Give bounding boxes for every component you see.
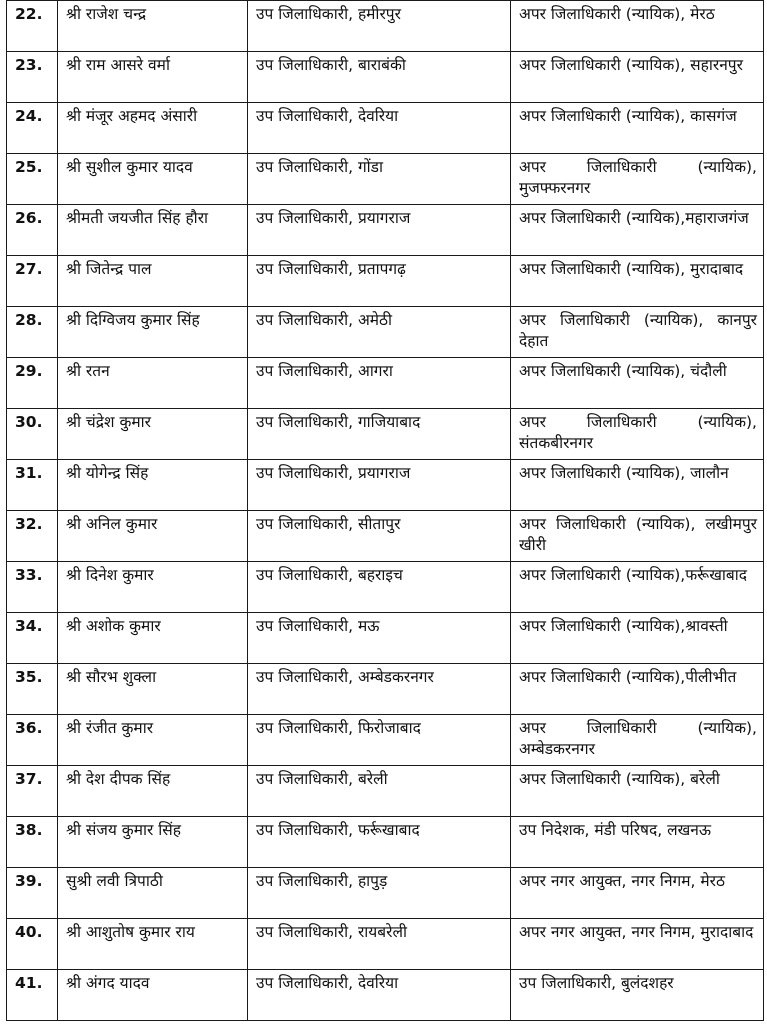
- table-row: [7, 868, 764, 919]
- table-row: [7, 52, 764, 103]
- current-posting-cell: उप जिलाधिकारी, आगरा: [248, 358, 511, 409]
- table-row: [7, 1, 764, 52]
- serial-number-cell: 38.: [7, 817, 58, 868]
- new-posting-cell: अपर जिलाधिकारी (न्यायिक),पीलीभीत: [511, 664, 764, 715]
- officer-name-cell: श्री आशुतोष कुमार राय: [58, 919, 248, 970]
- current-posting-cell: उप जिलाधिकारी, बरेली: [248, 766, 511, 817]
- officer-name-cell: श्री जितेन्द्र पाल: [58, 256, 248, 307]
- current-posting-cell: उप जिलाधिकारी, मऊ: [248, 613, 511, 664]
- new-posting-cell: अपर जिलाधिकारी (न्यायिक), चंदौली: [511, 358, 764, 409]
- officer-name-cell: श्री संजय कुमार सिंह: [58, 817, 248, 868]
- officer-name-cell: श्री रंजीत कुमार: [58, 715, 248, 766]
- new-posting-cell: अपर जिलाधिकारी (न्यायिक), कासगंज: [511, 103, 764, 154]
- officer-name-cell: श्री चंद्रेश कुमार: [58, 409, 248, 460]
- new-posting-cell: अपर जिलाधिकारी (न्यायिक), जालौन: [511, 460, 764, 511]
- current-posting-cell: उप जिलाधिकारी, बहराइच: [248, 562, 511, 613]
- serial-number-cell: 36.: [7, 715, 58, 766]
- table-row: [7, 664, 764, 715]
- new-posting-cell: उप निदेशक, मंडी परिषद, लखनऊ: [511, 817, 764, 868]
- table-row: [7, 562, 764, 613]
- current-posting-cell: उप जिलाधिकारी, बाराबंकी: [248, 52, 511, 103]
- officer-name-cell: श्री दिग्विजय कुमार सिंह: [58, 307, 248, 358]
- current-posting-cell: उप जिलाधिकारी, गाजियाबाद: [248, 409, 511, 460]
- new-posting-cell: अपर जिलाधिकारी (न्यायिक), मेरठ: [511, 1, 764, 52]
- current-posting-cell: उप जिलाधिकारी, देवरिया: [248, 970, 511, 1021]
- table-row: [7, 205, 764, 256]
- current-posting-cell: उप जिलाधिकारी, देवरिया: [248, 103, 511, 154]
- officer-name-cell: श्री सुशील कुमार यादव: [58, 154, 248, 205]
- serial-number-cell: 22.: [7, 1, 58, 52]
- current-posting-cell: उप जिलाधिकारी, प्रतापगढ़: [248, 256, 511, 307]
- new-posting-cell: अपर जिलाधिकारी (न्यायिक), सहारनपुर: [511, 52, 764, 103]
- current-posting-cell: उप जिलाधिकारी, रायबरेली: [248, 919, 511, 970]
- officer-name-cell: श्री राम आसरे वर्मा: [58, 52, 248, 103]
- new-posting-cell: अपर नगर आयुक्त, नगर निगम, मेरठ: [511, 868, 764, 919]
- new-posting-cell: अपर जिलाधिकारी (न्यायिक), अम्बेडकरनगर: [511, 715, 764, 766]
- serial-number-cell: 27.: [7, 256, 58, 307]
- new-posting-cell: अपर जिलाधिकारी (न्यायिक),फर्रूखाबाद: [511, 562, 764, 613]
- serial-number-cell: 29.: [7, 358, 58, 409]
- serial-number-cell: 41.: [7, 970, 58, 1021]
- current-posting-cell: उप जिलाधिकारी, अमेठी: [248, 307, 511, 358]
- current-posting-cell: उप जिलाधिकारी, प्रयागराज: [248, 205, 511, 256]
- new-posting-cell: अपर जिलाधिकारी (न्यायिक), कानपुर देहात: [511, 307, 764, 358]
- new-posting-cell: अपर जिलाधिकारी (न्यायिक), संतकबीरनगर: [511, 409, 764, 460]
- serial-number-cell: 23.: [7, 52, 58, 103]
- table-row: [7, 103, 764, 154]
- serial-number-cell: 25.: [7, 154, 58, 205]
- table-row: [7, 715, 764, 766]
- new-posting-cell: अपर जिलाधिकारी (न्यायिक),महाराजगंज: [511, 205, 764, 256]
- table-row: [7, 358, 764, 409]
- table-row: [7, 154, 764, 205]
- current-posting-cell: उप जिलाधिकारी, प्रयागराज: [248, 460, 511, 511]
- serial-number-cell: 32.: [7, 511, 58, 562]
- officer-name-cell: श्री देश दीपक सिंह: [58, 766, 248, 817]
- officer-name-cell: श्री सौरभ शुक्ला: [58, 664, 248, 715]
- serial-number-cell: 39.: [7, 868, 58, 919]
- serial-number-cell: 40.: [7, 919, 58, 970]
- table-row: [7, 970, 764, 1021]
- officer-name-cell: श्री मंजूर अहमद अंसारी: [58, 103, 248, 154]
- officer-name-cell: श्री अनिल कुमार: [58, 511, 248, 562]
- new-posting-cell: अपर जिलाधिकारी (न्यायिक), बरेली: [511, 766, 764, 817]
- table-row: [7, 817, 764, 868]
- officer-name-cell: सुश्री लवी त्रिपाठी: [58, 868, 248, 919]
- serial-number-cell: 31.: [7, 460, 58, 511]
- table-row: [7, 460, 764, 511]
- new-posting-cell: अपर जिलाधिकारी (न्यायिक), मुरादाबाद: [511, 256, 764, 307]
- serial-number-cell: 28.: [7, 307, 58, 358]
- officer-name-cell: श्री रतन: [58, 358, 248, 409]
- current-posting-cell: उप जिलाधिकारी, हापुड़: [248, 868, 511, 919]
- table-row: [7, 766, 764, 817]
- new-posting-cell: अपर जिलाधिकारी (न्यायिक), लखीमपुर खीरी: [511, 511, 764, 562]
- officer-name-cell: श्री योगेन्द्र सिंह: [58, 460, 248, 511]
- officer-name-cell: श्री राजेश चन्द्र: [58, 1, 248, 52]
- current-posting-cell: उप जिलाधिकारी, हमीरपुर: [248, 1, 511, 52]
- new-posting-cell: अपर जिलाधिकारी (न्यायिक), मुजफ्फरनगर: [511, 154, 764, 205]
- officer-name-cell: श्रीमती जयजीत सिंह हौरा: [58, 205, 248, 256]
- officer-name-cell: श्री अंगद यादव: [58, 970, 248, 1021]
- new-posting-cell: उप जिलाधिकारी, बुलंदशहर: [511, 970, 764, 1021]
- table-row: [7, 307, 764, 358]
- serial-number-cell: 30.: [7, 409, 58, 460]
- new-posting-cell: अपर जिलाधिकारी (न्यायिक),श्रावस्ती: [511, 613, 764, 664]
- current-posting-cell: उप जिलाधिकारी, सीतापुर: [248, 511, 511, 562]
- new-posting-cell: अपर नगर आयुक्त, नगर निगम, मुरादाबाद: [511, 919, 764, 970]
- table-row: [7, 613, 764, 664]
- serial-number-cell: 26.: [7, 205, 58, 256]
- serial-number-cell: 24.: [7, 103, 58, 154]
- current-posting-cell: उप जिलाधिकारी, फर्रूखाबाद: [248, 817, 511, 868]
- table-row: [7, 511, 764, 562]
- current-posting-cell: उप जिलाधिकारी, गोंडा: [248, 154, 511, 205]
- serial-number-cell: 37.: [7, 766, 58, 817]
- serial-number-cell: 34.: [7, 613, 58, 664]
- officer-name-cell: श्री दिनेश कुमार: [58, 562, 248, 613]
- officer-name-cell: श्री अशोक कुमार: [58, 613, 248, 664]
- serial-number-cell: 35.: [7, 664, 58, 715]
- table-body: [7, 1, 764, 1021]
- transfer-table: [6, 0, 764, 1021]
- serial-number-cell: 33.: [7, 562, 58, 613]
- table-row: [7, 256, 764, 307]
- table-row: [7, 919, 764, 970]
- table-row: [7, 409, 764, 460]
- current-posting-cell: उप जिलाधिकारी, अम्बेडकरनगर: [248, 664, 511, 715]
- current-posting-cell: उप जिलाधिकारी, फिरोजाबाद: [248, 715, 511, 766]
